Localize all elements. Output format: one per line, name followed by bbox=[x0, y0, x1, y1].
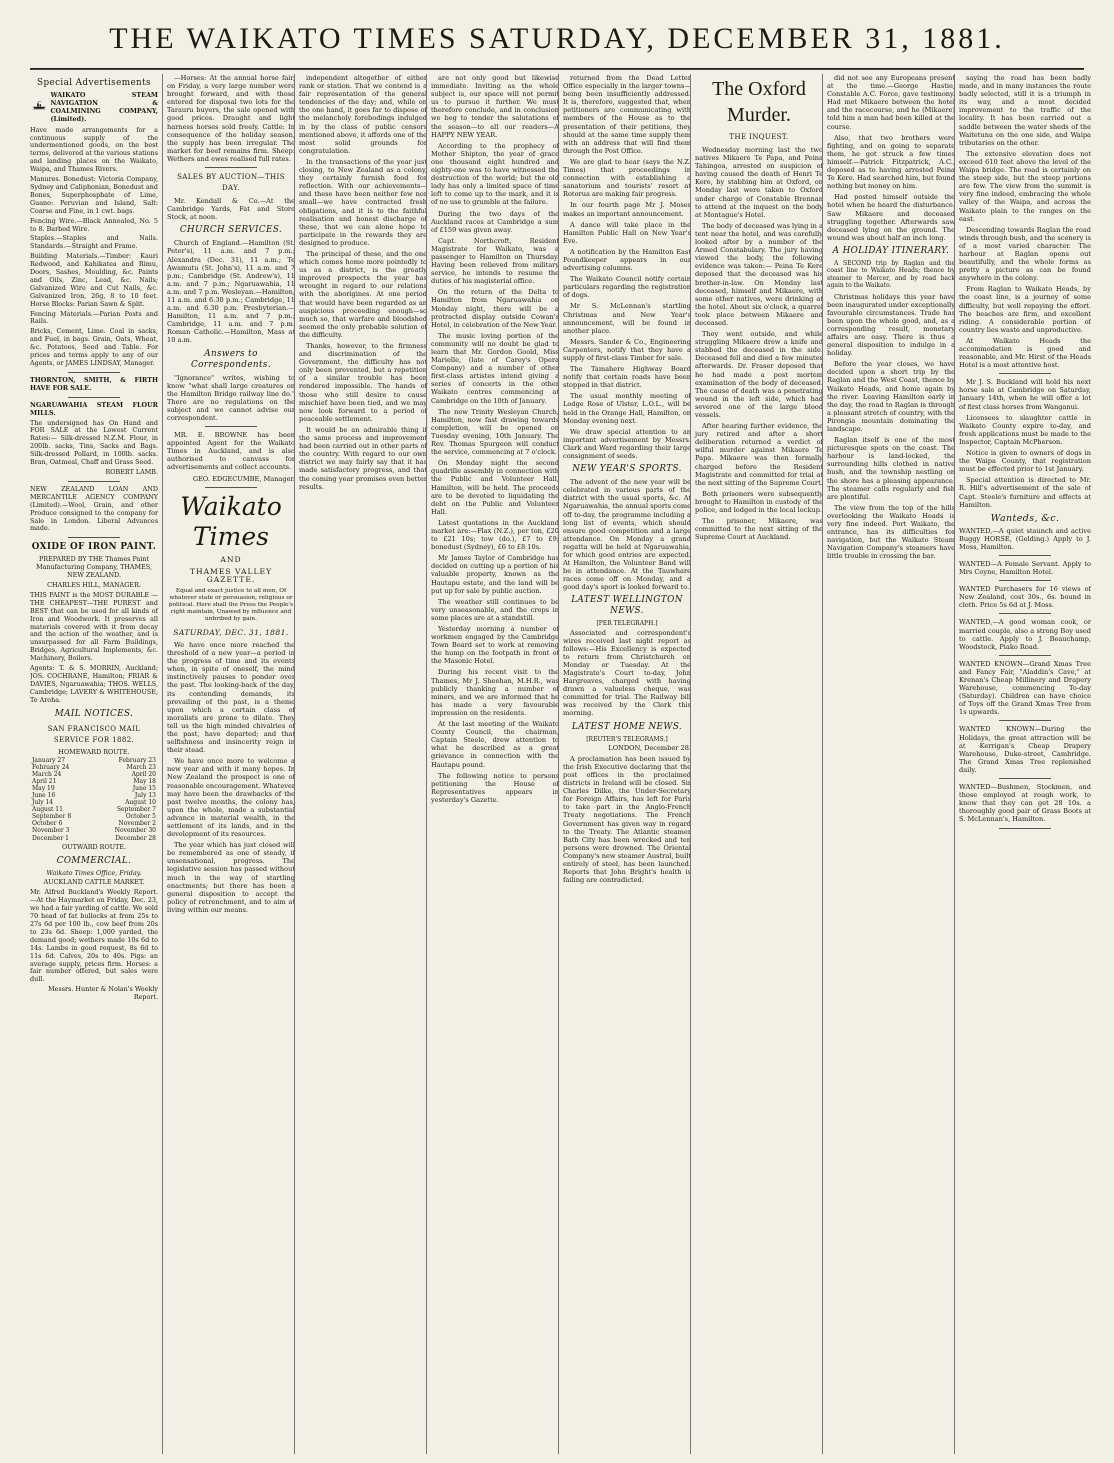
new-years-sports-text: The advent of the new year will be celebrated in various parts of the district with the usual sports, &c. At Ngaruawahia, the annual sports come off to-day, the programme including a long list of events, which should ensure good competition and a large attendance. On Monday a grand regatta will be held at Ngaruawahia, for which good entries are expected. At Hamilton, the Volunteer Band will be in attendance. At the Tauwhare races come off on Monday, and a good day's sport is looked forward to. bbox=[563, 478, 691, 592]
homeward-route-heading: HOMEWARD ROUTE. bbox=[58, 747, 130, 756]
divider bbox=[999, 828, 1052, 829]
mail-leaves-date: February 24 bbox=[32, 763, 70, 771]
inquest-subheading: THE INQUEST. bbox=[729, 133, 789, 141]
mail-schedule-row bbox=[30, 835, 158, 842]
inquest-paragraph: did not see any Europeans present at the time.—George Hastie, Constable A.C. Force, gave testimony. Had met Mikaere between the hotel and the racecourse, and he (Mikaere) told him a man had been killed at the course. bbox=[827, 74, 955, 131]
wanted-ad: WANTED,—A good woman cook, or married couple, also a strong Boy used to cattle. Apply to J. Beauchamp, Woodstock, Piako Road. bbox=[959, 618, 1091, 651]
telegraph-label: [PER TELEGRAPH.] bbox=[596, 620, 658, 628]
leader-paragraph: independent altogether of either rank or station. That we contend is a fair representation of the general tendencies of the day; and, while on the one hand, it goes far to dispose of the melancholy forebodings indulged in by the class of public censors mentioned above, it affords one of the most solid grounds for congratulation. bbox=[299, 74, 427, 155]
mail-schedule-row bbox=[30, 785, 158, 792]
news-item: The following notice to persons petitioning the House of Representatives appears in yesterday's Gazette. bbox=[431, 771, 559, 804]
news-item: According to the prophecy of Mother Shipton, the year of grace one thousand eight hundred and eighty-one was to have witnessed the destruction of the world; but the old lady has only a limited space of time left to come up to the mark, and it is of no use to grumble at the failure. bbox=[431, 141, 559, 207]
column-7 bbox=[822, 74, 959, 1454]
wanted-ad: WANTED KNOWN—During the Holidays, the great attraction will be at Kerrigan's Cheap Drapery Warehouse, Duke-street, Cambridge. The Grand Xmas Tree replenished daily. bbox=[959, 725, 1091, 774]
thornton-ad: THORNTON, SMITH, & FIRTH HAVE FOR SALE. bbox=[30, 375, 158, 392]
news-item: At the last meeting of the Waikato County Council, the chairman, Captain Steele, drew attention to what he described as a great grievance in connection with the Hautapu pound. bbox=[431, 720, 559, 769]
mail-arrives-date: November 2 bbox=[118, 820, 156, 828]
divider bbox=[68, 537, 119, 538]
holiday-itinerary-subheading: A SECOND trip by Raglan and the coast line to Waikato Heads; thence by steamer to Mercer, and by road back again to the Waikato. bbox=[827, 259, 955, 290]
mail-schedule-row bbox=[30, 792, 158, 799]
leader-conclusion: are not only good but likewise immediate. Inviting as the whole subject is, our space will not permit us to pursue it further. We must therefore conclude, and in conclusion we beg to tender the salutations of the season—to all our readers—A HAPPY NEW YEAR. bbox=[431, 74, 559, 139]
staples-text: Staples.—Staples and Nails. Standards.—Straight and Frame. bbox=[30, 234, 158, 251]
home-news-dateline: LONDON, December 28. bbox=[608, 743, 691, 752]
news-item: The Tamahere Highway Board notify that certain roads have been stopped in that district. bbox=[563, 365, 691, 390]
mail-schedule-row bbox=[30, 778, 158, 785]
newspaper-title: THE WAIKATO TIMES SATURDAY, DECEMBER 31, 1881. bbox=[109, 22, 1005, 55]
holiday-paragraph: The view from the top of the hills overlooking the Waikato Heads is very fine indeed. Port Waikato, the entrance, has its difficulties for navigation, but the Waikato Steam Navigation Company's steamers have little trouble in crossing the bar. bbox=[827, 503, 955, 561]
bricks-text: Bricks, Cement, Lime. Coal in sacks, and Fuel, in bags. Grain, Oats, Wheat, &c. Potatoes, Seed and Table. For prices and terms apply to any of our Agents, or JAMES LINDSAY, Manager. bbox=[30, 327, 158, 367]
mail-schedule-table bbox=[30, 757, 158, 842]
holiday-paragraph: From Raglan to Waikato Heads, by the coast line, is a journey of some difficulty, but well repaying the effort. The beaches are firm, and excellent riding. A considerable portion of country lies waste and unproductive. bbox=[959, 285, 1091, 334]
inquest-paragraph: They went outside, and while struggling Mikaere drew a knife and stabbed the deceased in the side. Deceased fell and died a few minutes afterwards. Dr. Fraser deposed that he had made a post mortem examination of the body of deceased. The cause of death was a penetrating wound in the left side, which had severed one of the large blood vessels. bbox=[695, 330, 823, 419]
mail-leaves-date: January 27 bbox=[32, 756, 66, 764]
divider bbox=[68, 481, 119, 482]
mail-arrives-date: October 5 bbox=[125, 813, 156, 821]
nz-loan-ad: NEW ZEALAND LOAN AND MERCANTILE AGENCY COMPANY (Limited).—Wool, Grain, and other Produce consigned to the company for Sale in London. Liberal Advances made. bbox=[30, 484, 158, 533]
news-item: The weather still continues to be very unseasonable, and the crops in some places are at a standstill. bbox=[431, 597, 559, 622]
mail-schedule-row bbox=[30, 757, 158, 764]
oxide-paint-title: OXIDE OF IRON PAINT. bbox=[31, 542, 157, 553]
column-4 bbox=[426, 74, 563, 1454]
mail-arrives-date: November 30 bbox=[114, 827, 156, 835]
news-item: A dance will take place in the Hamilton Public Hall on New Year's Eve. bbox=[563, 220, 691, 245]
paper-nameplate-and: AND bbox=[220, 554, 242, 564]
leader-paragraph: It would be an admirable thing if the same process and improvement had been carried out in other parts of the country. With regard to our own district we may fairly say that it has made satisfactory progress, and that the coming year promises even better results. bbox=[299, 425, 427, 491]
mail-leaves-date: May 19 bbox=[32, 784, 55, 792]
leader-paragraph: Thanks, however, to the firmness and discrimination of the Government, the difficulty has not only been prevented, but a repetition of a similar trouble has been rendered impossible. The hands of those who still desire to cause mischief have been tied, and we may now look forward to a period of peaceable settlement. bbox=[299, 342, 427, 423]
building-materials-text: Building Materials.—Timber: Kauri Redwood, and Kahikatea and Rimu, Doors, Sashes, Moulding, &c. Paints and Oils, Zinc, Lead, &c. Nails; Galvanized Wire and Cut Nails, &c. Galvanized Iron, 26g, 8 to 10 feet. Horse Blocks: Parian Sawn & Split. bbox=[30, 252, 158, 308]
new-years-sports-heading: NEW YEAR'S SPORTS. bbox=[572, 464, 682, 475]
mail-schedule-row bbox=[30, 813, 158, 820]
hunter-nolan-report: Messrs. Hunter & Nolan's Weekly Report. bbox=[48, 985, 158, 1002]
mail-schedule-row bbox=[30, 799, 158, 806]
wanted-ad: WANTED,—A quiet staunch and active Buggy HORSE, (Gelding.) Apply to J. Moss, Hamilton. bbox=[959, 526, 1091, 551]
oxford-murder-headline: The Oxford Murder. bbox=[712, 78, 806, 126]
news-item: Mr James Taylor of Cambridge has decided on cutting up a portion of his valuable property, known as the Hautapu estate, and the land will be put up for sale by public auction. bbox=[431, 554, 559, 595]
browne-notice: MR. E. BROWNE has been appointed Agent for the Waikato Times in Auckland, and is also authorised to canvass for advertisements and collect accounts. bbox=[167, 431, 295, 472]
mail-arrives-date: September 7 bbox=[116, 806, 156, 814]
outward-route-heading: OUTWARD ROUTE. bbox=[61, 842, 127, 851]
inquest-paragraph: Also, that two brothers were fighting, and on going to separate them, he got struck a few times himself.—Patrick Fitzpatrick, A.C., deposed as to having arrested Peina Te Kere. Had searched him, but found nothing but money on him. bbox=[827, 133, 955, 191]
mail-leaves-date: August 11 bbox=[32, 806, 63, 814]
mail-leaves-date: December 1 bbox=[32, 834, 69, 842]
leader-dateline: SATURDAY, DEC. 31, 1881. bbox=[173, 627, 289, 637]
newspaper-page bbox=[30, 74, 1090, 1454]
divider bbox=[205, 167, 256, 168]
news-item: Licensees to slaughter cattle in Waikato County expire to-day, and fresh applications must be made to the Inspector, Captain McPherson. bbox=[959, 413, 1091, 446]
inquest-paragraph: Wednesday morning last the two natives Mikaere Te Papa, and Peina Tahingoa, arrested on suspicion of having caused the death of Henri Te Kere, by stabbing him at Oxford, on Monday last were taken to Oxford under charge of Constable Brennan to attend at the inquest on the body at Montague's Hotel. bbox=[695, 146, 823, 219]
fencing-materials-text: Fencing Materials.—Parian Posts and Rails. bbox=[30, 309, 158, 326]
leader-paragraph: The year which has just closed will be remembered as one of steady, if unsensational, progress. The legislative session has passed without much in the way of startling enactments; but there has been a general disposition to accept the policy of retrenchment, and to aim at living within our means. bbox=[167, 841, 295, 914]
mail-arrives-date: August 10 bbox=[125, 799, 156, 807]
mail-leaves-date: April 21 bbox=[32, 777, 57, 785]
column-8 bbox=[954, 74, 1091, 1454]
ngaruawahia-mills-title: NGARUAWAHIA STEAM FLOUR MILLS. bbox=[30, 400, 158, 417]
mail-arrives-date: March 23 bbox=[126, 763, 156, 771]
news-item: On Monday night the second quadrille assembly in connection with the Public and Volunteer Hall, Hamilton, will be held. The proceeds are to be devoted to liquidating the debt on the Public and Volunteer Hall. bbox=[431, 459, 559, 516]
holiday-itinerary-heading: A HOLIDAY ITINERARY. bbox=[832, 245, 950, 256]
news-item: On the return of the Delta to Hamilton from Ngaruawahia on Monday night, there will be a protracted display outside Cowan's Hotel, in celebration of the New Year. bbox=[431, 288, 559, 329]
wanteds-list bbox=[959, 527, 1091, 829]
mail-schedule-row bbox=[30, 827, 158, 834]
mail-schedule-row bbox=[30, 820, 158, 827]
news-item: Special attention is directed to Mr. R. Hill's advertisement of the sale of Capt. Steele's furniture and effects at Hamilton. bbox=[959, 476, 1091, 509]
steamship-icon bbox=[32, 94, 46, 116]
news-item: The music loving portion of the community will no doubt be glad to learn that Mr. Gordon Goold, Miss Marielle, (late of Carey's Opera Company) and a number of other first-class artistes intend giving a series of concerts in the other Waikato centres commencing at Cambridge on the 10th of January. bbox=[431, 331, 559, 405]
divider bbox=[999, 373, 1052, 374]
paper-nameplate: Waikato Times bbox=[180, 491, 282, 551]
news-item: We draw special attention to an important advertisement by Messrs. Clark and Ward regarding their large consignment of seeds. bbox=[563, 427, 691, 461]
holiday-paragraph: saying the road has been badly made, and in many instances the route badly selected, still it is a triumph in its way, and a most decided improvement to the traffic of the locality. It has been carried out a saddle between the water sheds of the Waitetuna on the one side, and Waipa tributaries on the other. bbox=[959, 74, 1091, 147]
oxide-paint-manager: CHARLES HILL, MANAGER. bbox=[47, 581, 141, 590]
inquest-paragraph: Had posted himself outside the hotel when he heard the disturbance. Saw Mikaere and deceased struggling together. Afterwards saw deceased lying on the ground. The wound was about half an inch long. bbox=[827, 193, 955, 242]
inquest-paragraph: Both prisoners were subsequently brought to Hamilton in custody of the police, and lodged in the local lockup. bbox=[695, 489, 823, 515]
mail-schedule-row bbox=[30, 764, 158, 771]
mail-notices-heading: MAIL NOTICES. bbox=[54, 708, 134, 719]
holiday-paragraph: Before the year closes, we have decided upon a short trip by the Raglan and the West Coast, thence by Waikato Heads, and home again by the river. Leaving Hamilton early in the day, the road to Raglan is through a pleasant stretch of country, with the Pirongia mountain dominating the landscape. bbox=[827, 360, 955, 433]
robert-lamb-signature: ROBERT LAMB. bbox=[105, 467, 158, 476]
fencing-wire-text: Fencing Wire.—Black Annealed, No. 5 to 8. Barbed Wire. bbox=[30, 216, 158, 233]
sales-by-auction-text: Mr. Kendall & Co.—At the Cambridge Yards, Fat and Store Stock, at noon. bbox=[167, 197, 295, 222]
mail-arrives-date: December 28 bbox=[115, 834, 156, 842]
reuters-label: [REUTER'S TELEGRAMS.] bbox=[586, 735, 668, 743]
paper-nameplate-subtitle: THAMES VALLEY GAZETTE. bbox=[189, 566, 273, 584]
news-item: returned from the Dead Letter Office especially in the larger towns—being been insufficiently addressed. It is, therefore, suggested that, when petitioners are communicating with members of the House as to the presentation of their petitions, they should at the same time supply them with an address that will find them through the Post Office. bbox=[563, 74, 691, 155]
inquest-paragraph: The body of deceased was lying in a tent near the hotel, and was carefully looked after by a number of the Armed Constabulary. The jury having viewed the body, the following evidence was taken:— Peina Te Kere deposed that the deceased was his brother-in-law. On Monday last deceased, himself and Mikaere, with some other natives, were drinking at the hotel. About six o'clock, a quarrel took place between Mikaere and deceased. bbox=[695, 221, 823, 327]
leader-paragraph: We have once more reached the threshold of a new year—a period in the progress of time and its events when, in spite of oneself, the mind instinctively pauses to ponder over the past. The looking-back of the day, its contending demands, its prevailing of the past, is a theme upon which a certain class of moralists are prone to dilate. They tell us the high minded chivalries of the past, have departed; and that selfishness and insincerity reign in their stead. bbox=[167, 640, 295, 755]
mail-arrives-date: June 15 bbox=[132, 784, 156, 792]
steam-nav-title: WAIKATO STEAM NAVIGATION & COALMINING COMPANY, (Limited). bbox=[50, 91, 158, 123]
home-news-text: A proclamation has been issued by the Irish Executive declaring that the post offices in the proclaimed districts in Ireland will be closed. Sir Charles Dilke, the Under-Secretary for Foreign Affairs, has left for Paris to take part in the Anglo-French Treaty negotiations. The French Government has given way in regard to the Treaty. The Atlantic steamer Bath City has been wrecked and ten persons were drowned. The Oriental Company's new steamer Austral, built entirely of steel, has been launched. Reports that John Bright's health is failing are contradicted. bbox=[563, 754, 691, 885]
divider bbox=[999, 720, 1052, 721]
masthead bbox=[0, 0, 1114, 70]
steam-nav-text: Have made arrangements for a continuous supply of the undermentioned goods, on the best terms, delivered at the various stations and landing places on the Waikato, Waipa, and Thames Rivers. bbox=[30, 125, 158, 174]
browne-signature: GEO. EDGECUMBE, Manager. bbox=[192, 474, 295, 483]
news-item: During the two days of the Auckland races at Cambridge a sum of £159 was given away. bbox=[431, 209, 559, 234]
cattle-market-text: Mr. Alfred Buckland's Weekly Report.—At the Haymarket on Friday, Dec. 23, we had a fair yarding of cattle. We sold 70 head of fat bullocks at from 25s to 27s 6d per 100 lb., cow beef from 20s to 23s 6d. Sheep: 1,000 yarded, the demand good; wethers made 10s 6d to 14s. Lambs in good request, 8s 6d to 11s 6d. Calves, 20s to 40s. Pigs: an average supply, prices firm. Horses: a fair number offered, but sales were dull. bbox=[30, 888, 158, 984]
mail-leaves-date: November 3 bbox=[32, 827, 70, 835]
special-ads-heading: Special Advertisements bbox=[37, 78, 151, 88]
oxide-agents: Agents: T. & S. MORRIN, Auckland; JOS. COCHRANE, Hamilton; FRIAR & DAVIES, Ngaruawahia; THOS. WELLS, Cambridge; LAVERY & WHITEHOUSE, Te Aroha. bbox=[30, 664, 158, 704]
divider bbox=[999, 555, 1052, 556]
leader-paragraph: The principal of these, and the one which comes home more pointedly to us as a district, is the greatly improved prospects the year has wrought in regard to our relations with the aborigines. At one period that would have been regarded as an auspicious proceeding enough—so much so, that warfare and bloodshed seemed the only probable solution of the difficulty. bbox=[299, 249, 427, 339]
answers-heading: Answers to Correspondents. bbox=[190, 348, 272, 370]
news-item: Latest quotations in the Auckland market are:—Flax (N.Z.), per ton, £20 to £21 10s; tow (do.), £7 to £9; bonedust (Sydney), £6 to £8 10s. bbox=[431, 518, 559, 552]
holiday-paragraph: The extensive elevation does not exceed 610 feet above the level of the Waipa bridge. The road is certainly on the steep side, but the steep portions are few. The view from the summit is very fine indeed, embracing the whole valley of the Waipa, and across the Waikato plain to the ranges on the east. bbox=[959, 149, 1091, 223]
mail-arrives-date: July 13 bbox=[134, 792, 156, 799]
masthead-rule bbox=[30, 68, 1084, 70]
mail-schedule-row bbox=[30, 771, 158, 778]
mail-leaves-date: June 16 bbox=[32, 792, 56, 799]
home-news-heading: LATEST HOME NEWS. bbox=[571, 721, 683, 732]
column-5 bbox=[558, 74, 695, 1454]
news-item: Yesterday morning a number of workmen engaged by the Cambridge Town Board set to work at removing the hump on the footpath in front of the Masonic Hotel. bbox=[431, 625, 559, 666]
oxide-paint-text: THIS PAINT is the MOST DURABLE —THE CHEAPEST—THE PUREST and BEST that can be used for all kinds of Iron and Woodwork. It preserves all materials covered with it from decay and the action of the weather, and is unsurpassed for all Farm Buildings, Bridges, Agricultural Implements, &c. Machinery, Boilers. bbox=[30, 590, 158, 663]
news-item: The Waikato Council notify certain particulars regarding the registration of dogs. bbox=[563, 275, 691, 300]
wellington-news-heading: LATEST WELLINGTON NEWS. bbox=[571, 595, 683, 617]
news-item: We are glad to hear (says the N.Z. Times) that proceedings in connection with establishing a sanatorium and tourists' resort at Rotorua are making fair progress. bbox=[563, 157, 691, 199]
holiday-paragraph: Descending towards Raglan the road winds through bush, and the scenery is of a most varied character. The harbour at Raglan opens out beautifully, and the whole forms as pretty a picture as can be found anywhere in the colony. bbox=[959, 225, 1091, 283]
mail-arrives-date: April 20 bbox=[131, 770, 156, 778]
news-item: The new Trinity Wesleyan Church, Hamilton, now fast drawing towards completion, will be opened on Tuesday evening, 10th January. The Rev. Thomas Spurgeon will conduct the service, commencing at 7 o'clock. bbox=[431, 407, 559, 457]
divider bbox=[68, 372, 119, 373]
news-item: The usual monthly meeting of Lodge Rose of Ulster, L.O.L., will be held in the Orange Hall, Hamilton, on Monday evening next. bbox=[563, 392, 691, 425]
divider bbox=[205, 487, 256, 488]
leader-paragraph: In the transactions of the year just closing, to New Zealand as a colony, they certainly furnish food for reflection. With our achievements—and these have been neither few nor small—we have contracted fresh obligations, and it is to the faithful realisation and honest discharge of these, that we can alone hope to participate in the rewards they are designed to produce. bbox=[299, 157, 427, 247]
column-2 bbox=[162, 74, 299, 1454]
wanted-ad: WANTED KNOWN—Grand Xmas Tree and Fancy Fair, "Aladdin's Cave," at Krenan's Cheap Millinery and Drapery Warehouse, commencing To-day (Saturday). Children can have choice of Toys off the Grand Xmas Tree from 1s upwards. bbox=[959, 659, 1091, 717]
mail-leaves-date: July 14 bbox=[32, 799, 54, 807]
church-services-text: Church of England.—Hamilton (St. Peter's), 11 a.m. and 7 p.m.; Alexandra (Dec. 31), 11 a.m.; Te Awamutu (St. John's), 11 a.m. and 7 p.m.; Cambridge (St. Andrew's), 11 a.m. and 7 p.m.; Ngaruawahia, 11 a.m. and 7 p.m. Wesleyan.—Hamilton, 11 a.m. and 6.30 p.m.; Cambridge, 11 a.m. and 6.30 p.m. Presbyterian.—Hamilton, 11 a.m. and 7 p.m.; Cambridge, 11 a.m. and 7 p.m. Roman Catholic.—Hamilton, Mass at 10 a.m. bbox=[167, 239, 295, 345]
divider bbox=[999, 613, 1052, 614]
news-item: Capt. Northcroft, Resident Magistrate for Waikato, was a passenger to Hamilton on Thursday. Having been relieved from military service, he intends to resume the duties of his magisterial office. bbox=[431, 236, 559, 286]
news-item: Messrs. Sander & Co., Engineering Carpenters, notify that they have a supply of first-class Timber for sale. bbox=[563, 337, 691, 362]
mail-arrives-date: May 18 bbox=[133, 777, 156, 785]
news-item: In our fourth page Mr J. Moses makes an important announcement. bbox=[563, 201, 691, 218]
leader-paragraph: We have once more to welcome a new year and with it many hopes. In New Zealand the prospect is one of reasonable encouragement. Whatever may have been the drawbacks of the past twelve months, the colony has, upon the whole, made a substantial advance in material wealth, in the settlement of its lands, and in the development of its resources. bbox=[167, 757, 295, 839]
mail-arrives-date: February 23 bbox=[118, 756, 156, 764]
inquest-paragraph: The prisoner, Mikaere, was committed to the next sitting of the Supreme Court at Auckland. bbox=[695, 517, 823, 542]
mail-leaves-date: September 8 bbox=[32, 813, 72, 821]
commercial-subheading: Waikato Times Office, Friday. bbox=[46, 868, 142, 877]
divider bbox=[205, 426, 256, 427]
news-item: Mr S. McLennan's startling Christmas and New Year's announcement, will be found in another place. bbox=[563, 302, 691, 335]
wanted-ad: WANTED—A Female Servant. Apply to Mrs Coyne, Hamilton Hotel. bbox=[959, 559, 1091, 577]
divider bbox=[999, 778, 1052, 779]
cattle-market-heading: AUCKLAND CATTLE MARKET. bbox=[43, 878, 145, 887]
church-services-heading: CHURCH SERVICES. bbox=[179, 225, 283, 236]
inquest-paragraph: After hearing further evidence, the jury retired and after a short deliberation returned a verdict of wilful murder against Mikaere Te Papa. Mikaere was then formally charged before the Resident Magistrate and committed for trial at the next sitting of the Supreme Court. bbox=[695, 422, 823, 487]
wanted-ad: WANTED Purchasers for 16 views of New Zealand, cost 30s., 6s. bound in cloth. Price 5s 6d at J. Moss. bbox=[959, 585, 1091, 610]
divider bbox=[68, 397, 119, 398]
column-1 bbox=[30, 74, 162, 1454]
oxide-paint-subtitle: PREPARED BY THE Thames Paint Manufacturing Company, THAMES, NEW ZEALAND. bbox=[36, 555, 152, 580]
news-item: During his recent visit to the Thames, Mr J. Sheehan, M.H.R., was publicly thanking a number of miners, and we are informed that he has made a very favourable impression on the residents. bbox=[431, 668, 559, 717]
manures-text: Manures. Bonedust: Victoria Company, Sydney and Caliphonian, Bonedust and Bones, Superphosphate of Lime, Guano: Peruvian and Island, Salt: Coarse and Fine, in 1 cwt. bags. bbox=[30, 175, 158, 215]
news-item: Mr J. S. Buckland will hold his next horse sale at Cambridge on Saturday, January 14th, when he will offer a lot of first class horses from Wanganui. bbox=[959, 378, 1091, 411]
news-item: Notice is given to owners of dogs in the Waipa County, that registration must be effected prior to 1st January. bbox=[959, 449, 1091, 474]
column-6 bbox=[690, 74, 827, 1454]
mail-leaves-date: October 6 bbox=[32, 820, 63, 828]
wanteds-heading: Wanteds, &c. bbox=[990, 512, 1060, 524]
answers-text: "Ignorance" writes, wishing to know "what shall large creatures on the Hamilton Bridge railway line do." There are no regulations on the subject and we cannot advise our correspondent. bbox=[167, 373, 295, 422]
holiday-paragraph: At Waikato Heads the accommodation is good and reasonable, and Mr. Hirst of the Heads Hotel is a most attentive host. bbox=[959, 336, 1091, 370]
mail-schedule-row bbox=[30, 806, 158, 813]
holiday-paragraph: Christmas holidays this year have been inaugurated under exceptionally favourable circumstances. Trade has been upon the whole good, and, as a corresponding result, monetary affairs are easy. There is thus a general disposition to indulge in a holiday. bbox=[827, 292, 955, 358]
divider bbox=[999, 580, 1052, 581]
holiday-paragraph: Raglan itself is one of the most picturesque spots on the coast. The harbour is land-locked, the surrounding hills clothed in native bush, and the township nestling on the shore has a pleasing appearance. The steamer calls regularly and fish are plentiful. bbox=[827, 436, 955, 501]
divider bbox=[999, 655, 1052, 656]
news-item: A notification by the Hamilton East Poundkeeper appears in our advertising columns. bbox=[563, 247, 691, 273]
column-3 bbox=[294, 74, 431, 1454]
sf-mail-heading: SAN FRANCISCO MAIL SERVICE FOR 1882. bbox=[47, 724, 141, 744]
wellington-news-text: Associated and correspondent's wires received last night report as follows:—His Excellency is expected to return from Christchurch on Monday or Tuesday. At the Magistrate's Court to-day, John Hargreaves, charged with having drawn a valueless cheque, was committed for trial. The Railway bill was received by the Clerk this morning. bbox=[563, 628, 691, 718]
wanted-ad: WANTED—Bushmen, Stockmen, and those employed at rough work, to know that they can get 28 10s. a thoroughly good pair of Grass Boots at S. McLennan's, Hamilton. bbox=[959, 783, 1091, 824]
ngaruawahia-mills-text: The undersigned has On Hand and FOR SALE at the Lowest Current Rates:— Silk-dressed N.Z.M. Flour, in 200lb. sacks, Tins, Sacks and Bags. Silk-dressed Pollard, in 100lb. sacks. Bran, Oatmeal, Chaff and Grass Seed. bbox=[30, 418, 158, 467]
sales-by-auction-heading: SALES BY AUCTION—THIS DAY. bbox=[177, 173, 285, 193]
steam-nav-ad bbox=[30, 92, 158, 124]
horses-report: —Horses: At the annual horse fair, on Friday, a very large number were brought forward, and with those entered for disposal two lots for the Tarauru buyers, the sale opened with good prices. Draught and light harness horses sold freely. Cattle: In consequence of the holiday season, the supply has been irregular. The market for beef remains firm. Sheep: Wethers and ewes realised full rates. bbox=[167, 74, 295, 163]
paper-motto: Equal and exact justice to all men, Of whatever state or persuasion, religious or political. Here shall the Press the People's right maintain, Unawed by influence and unbribed by gain. bbox=[168, 587, 294, 622]
mail-leaves-date: March 24 bbox=[32, 770, 62, 778]
commercial-heading: COMMERCIAL. bbox=[56, 855, 132, 866]
